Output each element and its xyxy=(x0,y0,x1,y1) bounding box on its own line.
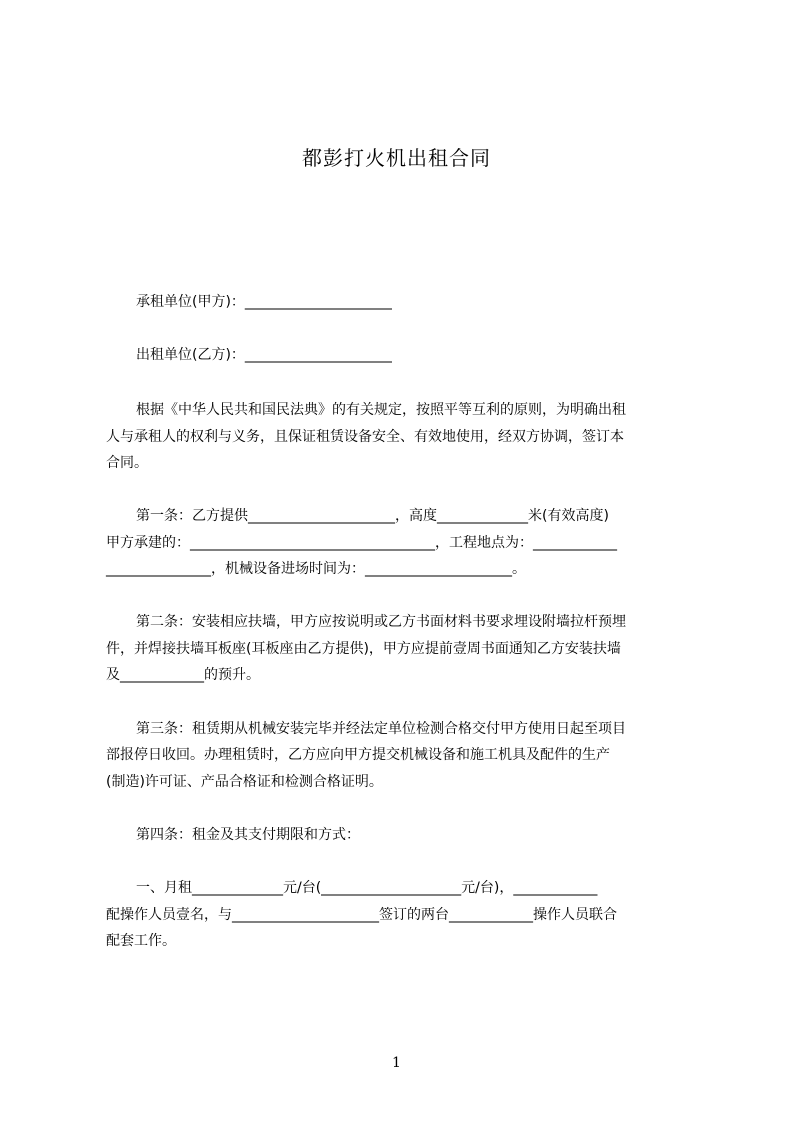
article2-line-3: 及____________的预升。 xyxy=(106,667,260,683)
clause1-line-2: 配操作人员壹名，与_____________________签订的两台____________操作人员联合 xyxy=(106,907,617,923)
preamble-line-2: 人与承租人的权利与义务，且保证租赁设备安全、有效地使用，经双方协调，签订本 xyxy=(106,429,624,445)
article4-heading: 第四条：租金及其支付期限和方式： xyxy=(136,827,360,843)
article3-line-3: (制造)许可证、产品合格证和检测合格证明。 xyxy=(106,774,383,790)
page-number: 1 xyxy=(392,1055,401,1071)
party-b-line: 出租单位(乙方)：_____________________ xyxy=(136,347,392,363)
page-title: 都彭打火机出租合同 xyxy=(302,146,491,170)
article1-line-1: 第一条：乙方提供_____________________，高度_____________米(有效高度) xyxy=(136,508,609,524)
article1-line-2: 甲方承建的：___________________________________，工程地点为：____________ xyxy=(106,535,617,551)
article3-line-2: 部报停日收回。办理租赁时，乙方应向甲方提交机械设备和施工机具及配件的生产 xyxy=(106,747,610,763)
clause1-line-1: 一、月租_____________元/台(____________________元/台)，____________ xyxy=(136,880,598,896)
preamble-line-3: 合同。 xyxy=(106,455,148,471)
article1-line-3: _______________，机械设备进场时间为：_____________________。 xyxy=(106,561,526,577)
party-a-line: 承租单位(甲方)：_____________________ xyxy=(136,294,392,310)
clause1-line-3: 配套工作。 xyxy=(106,933,176,949)
article3-line-1: 第三条：租赁期从机械安装完毕并经法定单位检测合格交付甲方使用日起至项目 xyxy=(136,721,626,737)
article2-line-1: 第二条：安装相应扶墙，甲方应按说明或乙方书面材料书要求埋设附墙拉杆预埋 xyxy=(136,614,626,630)
article2-line-2: 件，并焊接扶墙耳板座(耳板座由乙方提供)，甲方应提前壹周书面通知乙方安装扶墙 xyxy=(106,641,621,657)
preamble-line-1: 根据《中华人民共和国民法典》的有关规定，按照平等互利的原则，为明确出租 xyxy=(136,402,626,418)
